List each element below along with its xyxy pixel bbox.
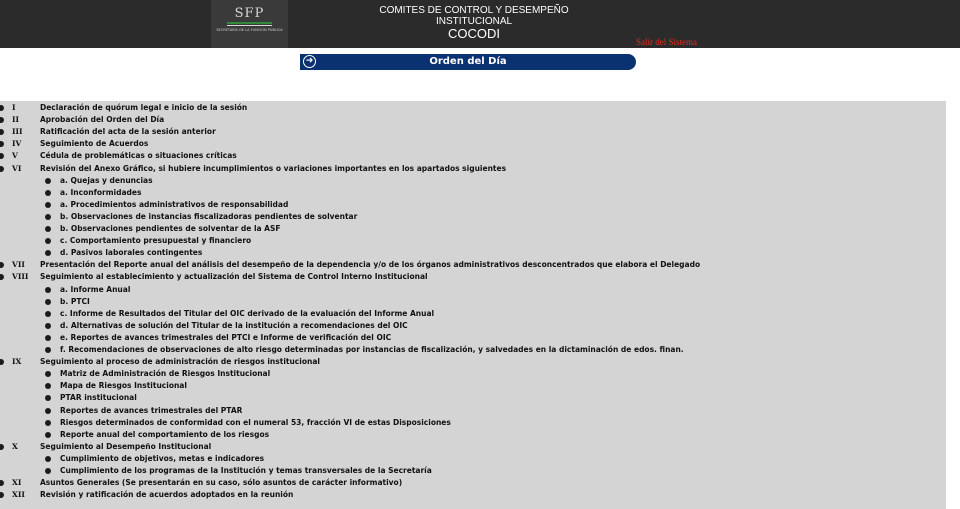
logo-stripe-green: [227, 22, 272, 24]
agenda-item-text: Cumplimiento de los programas de la Institución y temas transversales de la Secretaría: [60, 466, 432, 475]
agenda-item-number: X: [12, 441, 18, 451]
top-header-bar: [0, 0, 960, 48]
agenda-item-text: a. Procedimientos administrativos de responsabilidad: [60, 199, 289, 209]
agenda-item-text: d. Pasivos laborales contingentes: [60, 248, 203, 258]
bullet-icon: [45, 456, 51, 462]
agenda-item-text: Reportes de avances trimestrales del PTAR: [60, 405, 243, 415]
agenda-item-number: IV: [12, 139, 22, 149]
bullet-icon: [0, 274, 4, 280]
bullet-icon: [0, 444, 4, 450]
agenda-item-text: Presentación del Reporte anual del análisis del desempeño de la dependencia y/o de los órganos administrativos desconcentrados que elabora el Delegado: [40, 260, 701, 270]
agenda-item-number: IX: [12, 357, 22, 367]
bullet-icon: [45, 250, 51, 256]
agenda-item-number: XII: [12, 490, 25, 500]
page-title: Orden del Día: [429, 56, 507, 67]
agenda-item-number: VI: [12, 163, 22, 173]
agenda-item-text: Revisión y ratificación de acuerdos adoptados en la reunión: [40, 490, 294, 500]
agenda-item-text: PTAR institucional: [60, 393, 137, 403]
arrow-circle-icon[interactable]: ➜: [303, 55, 316, 68]
bullet-icon: [45, 420, 51, 426]
agenda-item-text: e. Reportes de avances trimestrales del PTCI e Informe de verificación del OIC: [60, 332, 392, 342]
agenda-item-text: Seguimiento al Desempeño Institucional: [40, 441, 212, 451]
bullet-icon: [45, 432, 51, 438]
agenda-item-text: b. PTCI: [60, 296, 90, 306]
agenda-item-text: Cumplimiento de objetivos, metas e indicadores: [60, 453, 265, 463]
bullet-icon: [45, 468, 51, 474]
agenda-item-text: a. Informe Anual: [60, 284, 131, 294]
bullet-icon: [45, 226, 51, 232]
bullet-icon: [45, 335, 51, 341]
agenda-item-text: Asuntos Generales (Se presentarán en su caso, sólo asuntos de carácter informativo): [40, 478, 403, 488]
agenda-item-text: c. Comportamiento presupuestal y financiero: [60, 236, 252, 246]
agenda-item-number: I: [12, 103, 16, 112]
agenda-banner: [300, 54, 636, 70]
bullet-icon: [45, 347, 51, 353]
bullet-icon: [0, 141, 4, 147]
bullet-icon: [45, 371, 51, 377]
header-title: COMITES DE CONTROL Y DESEMPEÑO INSTITUCIONAL: [379, 5, 569, 27]
agenda-item-text: b. Observaciones de instancias fiscalizadoras pendientes de solventar: [60, 211, 358, 221]
agenda-item-number: III: [12, 127, 23, 137]
bullet-icon: [0, 359, 4, 365]
header-decoration: [873, 42, 903, 46]
agenda-item-text: f. Recomendaciones de observaciones de alto riesgo determinadas por instancias de fiscalización, y salvedades en la dictaminación de edos. finan.: [60, 345, 684, 354]
bullet-icon: [45, 190, 51, 196]
agenda-item-number: II: [12, 115, 20, 125]
bullet-icon: [45, 383, 51, 389]
logo-stripe-white: [227, 25, 272, 26]
agenda-item-number: VIII: [12, 272, 29, 282]
agenda-item-text: Revisión del Anexo Gráfico, si hubiere incumplimientos o variaciones importantes en los apartados siguientes: [40, 163, 507, 173]
bullet-icon: [0, 153, 4, 159]
agenda-item-text: Seguimiento al proceso de administración de riesgos institucional: [40, 357, 320, 367]
agenda-item-text: Cédula de problemáticas o situaciones críticas: [40, 151, 237, 161]
agenda-item-text: d. Alternativas de solución del Titular de la institución a recomendaciones del OIC: [60, 320, 408, 330]
agenda-item-text: Matriz de Administración de Riesgos Institucional: [60, 369, 271, 379]
sfp-logo: [211, 0, 288, 48]
bullet-icon: [0, 129, 4, 135]
agenda-item-text: a. Quejas y denuncias: [60, 175, 153, 185]
agenda-item-text: a. Inconformidades: [60, 187, 142, 197]
bullet-icon: [0, 105, 4, 111]
agenda-item-number: XI: [12, 478, 22, 488]
bullet-icon: [0, 262, 4, 268]
bullet-icon: [45, 299, 51, 305]
logo-subtitle: SECRETARÍA DE LA FUNCIÓN PÚBLICA: [216, 28, 283, 32]
bullet-icon: [45, 178, 51, 184]
bullet-icon: [0, 166, 4, 172]
bullet-icon: [0, 117, 4, 123]
bullet-icon: [45, 323, 51, 329]
agenda-item-text: Seguimiento de Acuerdos: [40, 139, 149, 149]
bullet-icon: [45, 238, 51, 244]
agenda-item-text: c. Informe de Resultados del Titular del OIC derivado de la evaluación del Informe Anual: [60, 308, 435, 318]
agenda-list: [0, 101, 946, 509]
logo-text: SFP: [234, 6, 265, 21]
agenda-item-text: b. Observaciones pendientes de solventar de la ASF: [60, 224, 281, 233]
agenda-item-number: V: [12, 151, 18, 161]
agenda-item-text: Declaración de quórum legal e inicio de la sesión: [40, 103, 248, 112]
bullet-icon: [0, 480, 4, 486]
logout-link[interactable]: Salir del Sistema: [636, 37, 697, 47]
agenda-item-text: Mapa de Riesgos Institucional: [60, 381, 187, 391]
agenda-item-text: Aprobación del Orden del Día: [40, 115, 165, 125]
bullet-icon: [45, 214, 51, 220]
bullet-icon: [45, 408, 51, 414]
agenda-item-text: Reporte anual del comportamiento de los riesgos: [60, 429, 270, 439]
bullet-icon: [0, 492, 4, 498]
bullet-icon: [45, 395, 51, 401]
header-subtitle: COCODI: [448, 26, 500, 41]
bullet-icon: [45, 311, 51, 317]
agenda-item-text: Ratificación del acta de la sesión anterior: [40, 127, 216, 137]
bullet-icon: [45, 202, 51, 208]
agenda-item-text: Riesgos determinados de conformidad con el numeral 53, fracción VI de estas Disposiciones: [60, 417, 451, 427]
bullet-icon: [45, 287, 51, 293]
agenda-item-number: VII: [12, 260, 25, 270]
agenda-item-text: Seguimiento al establecimiento y actualización del Sistema de Control Interno Institucional: [40, 272, 428, 282]
